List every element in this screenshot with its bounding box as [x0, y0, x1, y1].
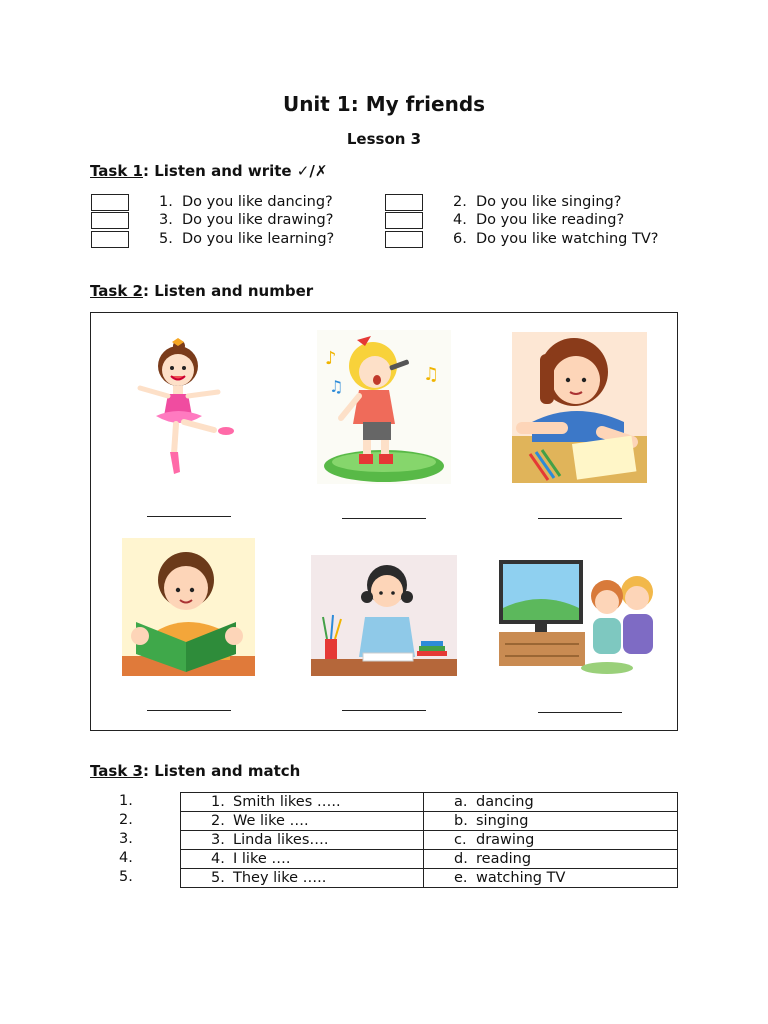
answer-box-2[interactable]	[385, 194, 423, 211]
question-6: 6. Do you like watching TV?	[453, 231, 659, 247]
task3-heading	[90, 762, 300, 780]
sentence-cell: 2. We like ….	[181, 812, 424, 831]
answer-number: 1.	[119, 793, 133, 809]
task1-label: Task 1	[90, 162, 143, 180]
activity-cell: a. dancing	[424, 793, 678, 812]
question-1: 1. Do you like dancing?	[159, 194, 333, 210]
task2-heading	[90, 282, 313, 300]
answer-box-3[interactable]	[91, 212, 129, 229]
task2-label: Task 2	[90, 282, 143, 300]
table-row	[181, 869, 678, 888]
task1-heading	[90, 162, 327, 180]
page-title: Unit 1: My friends	[282, 92, 486, 116]
task3-label: Task 3	[90, 762, 143, 780]
svg-text:♫: ♫	[423, 364, 440, 385]
answer-blank-1[interactable]	[147, 516, 231, 517]
question-3: 3. Do you like drawing?	[159, 212, 334, 228]
answer-box-6[interactable]	[385, 231, 423, 248]
answer-blank-5[interactable]	[342, 710, 426, 711]
sentence-cell: 1. Smith likes …..	[181, 793, 424, 812]
task2-instruction: : Listen and number	[142, 282, 314, 300]
task3-instruction: : Listen and match	[142, 762, 301, 780]
answer-number: 3.	[119, 831, 133, 847]
svg-text:♪: ♪	[325, 348, 337, 369]
sentence-cell: 5. They like …..	[181, 869, 424, 888]
lesson-subtitle: Lesson 3	[346, 130, 422, 148]
answer-number: 4.	[119, 850, 133, 866]
dancing-girl-image	[130, 332, 242, 482]
learning-girl-image	[311, 555, 457, 676]
answer-box-4[interactable]	[385, 212, 423, 229]
svg-text:♫: ♫	[329, 377, 344, 396]
question-2: 2. Do you like singing?	[453, 194, 622, 210]
activity-cell: d. reading	[424, 850, 678, 869]
task1-instruction: : Listen and write ✓/✗	[142, 162, 328, 180]
table-row	[181, 850, 678, 869]
sentence-cell: 3. Linda likes….	[181, 831, 424, 850]
table-row	[181, 793, 678, 812]
answer-blank-3[interactable]	[538, 518, 622, 519]
question-4: 4. Do you like reading?	[453, 212, 625, 228]
drawing-girl-image	[512, 332, 647, 483]
answer-blank-6[interactable]	[538, 712, 622, 713]
answer-number: 2.	[119, 812, 133, 828]
answer-blank-2[interactable]	[342, 518, 426, 519]
answer-box-1[interactable]	[91, 194, 129, 211]
question-5: 5. Do you like learning?	[159, 231, 335, 247]
table-row	[181, 812, 678, 831]
answer-number: 5.	[119, 869, 133, 885]
table-row	[181, 831, 678, 850]
sentence-cell: 4. I like ….	[181, 850, 424, 869]
watching-tv-image	[497, 558, 662, 678]
answer-blank-4[interactable]	[147, 710, 231, 711]
match-table	[180, 792, 678, 888]
answer-box-5[interactable]	[91, 231, 129, 248]
activity-cell: c. drawing	[424, 831, 678, 850]
activity-cell: e. watching TV	[424, 869, 678, 888]
reading-boy-image	[122, 538, 255, 676]
activity-cell: b. singing	[424, 812, 678, 831]
singing-girl-image	[317, 330, 451, 484]
